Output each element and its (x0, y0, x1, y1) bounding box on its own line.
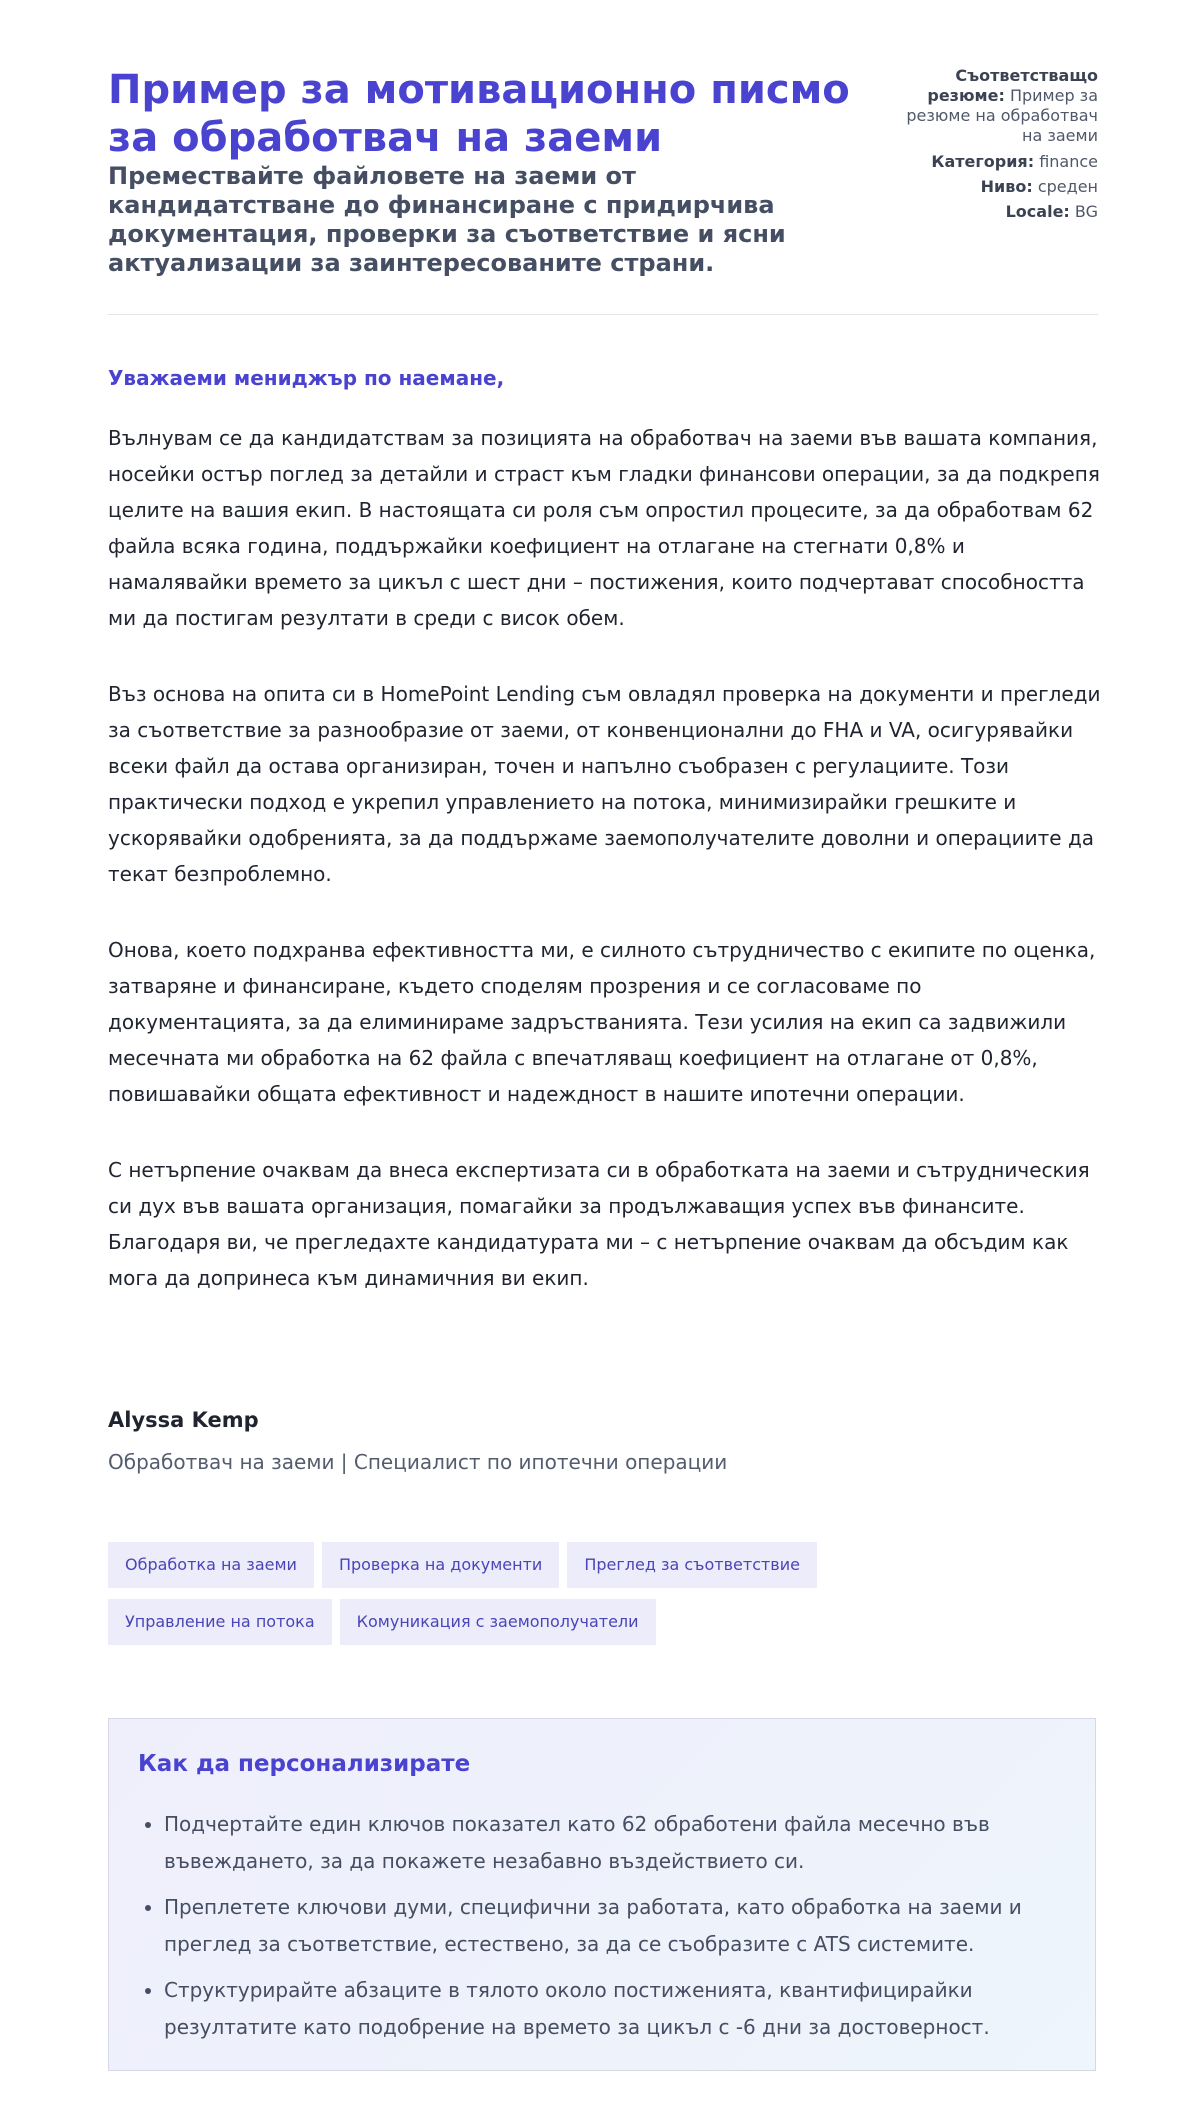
tips-item: • Структурирайте абзаците в тялото около постиженията, квантифицирайки резултатите като подобрение на времето за цикъл с -6 дни за достоверност. (164, 1972, 1104, 2046)
page-title: Пример за мотивационно писмо за обработвач на заеми (108, 67, 850, 161)
letter-paragraph: С нетърпение очаквам да внеса експертизата си в обработката на заеми и сътрудническия си дух във вашата организация, помагайки за продължаващия успех във финансите. Благодаря ви, че прегледахте кандидатурата ми – с нетърпение очаквам да обсъдим как мога да допринеса към динамичния ви екип. (108, 1158, 1090, 1290)
tips-title: Как да персонализирате (138, 1751, 471, 1777)
meta-level-value: среден (1037, 177, 1098, 196)
page-subtitle: Премествайте файловете на заеми от кандидатстване до финансиране с придирчива документация, проверки за съответствие и ясни актуализации за заинтересованите страни. (108, 162, 786, 277)
meta-panel (898, 66, 1098, 227)
signature-role: Обработвач на заеми | Специалист по ипотечни операции (108, 1450, 728, 1474)
meta-level (898, 177, 1098, 196)
skill-tag: Преглед за съответствие (567, 1542, 817, 1588)
tips-item: • Подчертайте един ключов показател като 62 обработени файла месечно във въвеждането, за да покажете незабавно въздействието си. (164, 1806, 1104, 1880)
skill-tag: Проверка на документи (322, 1542, 559, 1588)
letter-paragraph: Въз основа на опита си в HomePoint Lending съм овладял проверка на документи и прегледи за съответствие за разнообразие от заеми, от конвенционални до FHA и VA, осигурявайки всеки файл да остава организиран, точен и напълно съобразен с регулациите. Този практически подход е укрепил управлението на потока, минимизирайки грешките и ускорявайки одобренията, за да поддържаме заемополучателите доволни и операциите да текат безпроблемно. (108, 682, 1101, 886)
meta-category-value: finance (1039, 152, 1098, 171)
meta-locale-label: Locale: (1005, 202, 1070, 221)
meta-locale (898, 202, 1098, 221)
meta-category-label: Категория: (931, 152, 1035, 171)
skill-tag: Комуникация с заемополучатели (340, 1599, 656, 1645)
skill-tags (108, 1542, 1108, 1656)
letter-paragraph: Вълнувам се да кандидатствам за позицията на обработвач на заеми във вашата компания, носейки остър поглед за детайли и страст към гладки финансови операции, за да подкрепя целите на вашия екип. В настоящата си роля съм опростил процесите, за да обработвам 62 файла всяка година, поддържайки коефициент на отлагане на стегнати 0,8% и намалявайки времето за цикъл с шест дни – постижения, които подчертават способността ми да постигам резултати в среди с висок обем. (108, 426, 1100, 630)
letter-greeting: Уважаеми мениджър по наемане, (108, 366, 505, 390)
tips-list (138, 1806, 1104, 2055)
letter-paragraph: Онова, което подхранва ефективността ми, е силното сътрудничество с екипите по оценка, затваряне и финансиране, където споделям прозрения и се согласоваме по документацията, за да елиминираме задръстванията. Тези усилия на екип са задвижили месечната ми обработка на 62 файла с впечатляващ коефициент на отлагане от 0,8%, повишавайки общата ефективност и надеждност в нашите ипотечни операции. (108, 938, 1096, 1106)
letter-body (108, 420, 1103, 1336)
customization-tips-box (108, 1718, 1096, 2071)
header-divider (108, 314, 1098, 315)
meta-category (898, 152, 1098, 171)
meta-resume-value[interactable]: Пример за резюме на обработвач на заеми (906, 86, 1098, 145)
meta-resume (898, 66, 1098, 146)
signature-name: Alyssa Kemp (108, 1408, 259, 1432)
meta-level-label: Ниво: (980, 177, 1033, 196)
skill-tag: Управление на потока (108, 1599, 332, 1645)
skill-tag: Обработка на заеми (108, 1542, 314, 1588)
tips-item: • Преплетете ключови думи, специфични за работата, като обработка на заеми и преглед за съответствие, естествено, за да се съобразите с ATS системите. (164, 1889, 1104, 1963)
meta-locale-value: BG (1074, 202, 1098, 221)
meta-resume-label: Съответстващо резюме: (927, 66, 1098, 105)
